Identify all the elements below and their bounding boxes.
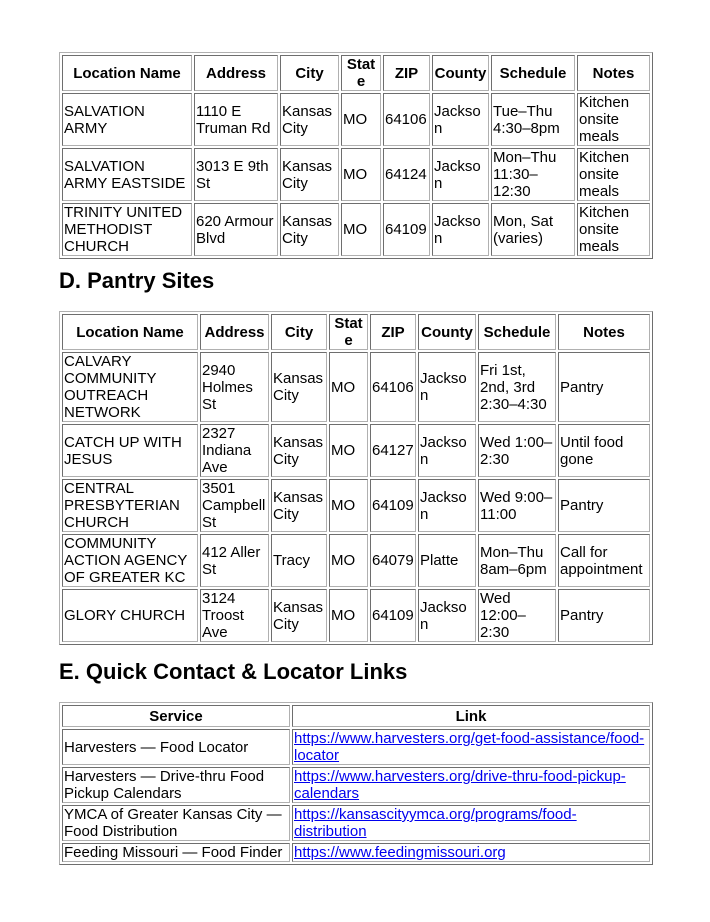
header-schedule: Schedule [491, 55, 575, 91]
cell-city: Tracy [271, 534, 327, 587]
cell-address: 3013 E 9th St [194, 148, 278, 201]
cell-zip: 64106 [383, 93, 430, 146]
cell-schedule: Wed 1:00–2:30 [478, 424, 556, 477]
cell-county: Jackson [432, 93, 489, 146]
cell-county: Jackson [418, 424, 476, 477]
cell-address: 412 Aller St [200, 534, 269, 587]
header-city: City [271, 314, 327, 350]
cell-address: 3124 Troost Ave [200, 589, 269, 642]
cell-zip: 64127 [370, 424, 416, 477]
cell-state: MO [329, 479, 368, 532]
cell-city: Kansas City [271, 479, 327, 532]
cell-address: 1110 E Truman Rd [194, 93, 278, 146]
pantry-sites-heading: D. Pantry Sites [59, 268, 215, 293]
header-address: Address [200, 314, 269, 350]
cell-notes: Kitchen onsite meals [577, 93, 650, 146]
table-header-row [62, 314, 650, 350]
table-row [62, 767, 650, 803]
header-service: Service [62, 705, 290, 727]
cell-link [292, 805, 650, 841]
cell-notes: Pantry [558, 479, 650, 532]
cell-address: 2327 Indiana Ave [200, 424, 269, 477]
table-row [62, 843, 650, 862]
cell-county: Jackson [418, 589, 476, 642]
cell-notes: Kitchen onsite meals [577, 203, 650, 256]
cell-location-name: COMMUNITY ACTION AGENCY OF GREATER KC [62, 534, 198, 587]
cell-city: Kansas City [280, 93, 339, 146]
cell-notes: Until food gone [558, 424, 650, 477]
cell-city: Kansas City [271, 589, 327, 642]
header-notes: Notes [558, 314, 650, 350]
cell-state: MO [329, 589, 368, 642]
header-location-name: Location Name [62, 55, 192, 91]
cell-county: Platte [418, 534, 476, 587]
header-location-name: Location Name [62, 314, 198, 350]
header-zip: ZIP [370, 314, 416, 350]
cell-service: Harvesters — Drive-thru Food Pickup Calendars [62, 767, 290, 803]
header-schedule: Schedule [478, 314, 556, 350]
cell-zip: 64109 [383, 203, 430, 256]
cell-zip: 64079 [370, 534, 416, 587]
table-row [62, 729, 650, 765]
cell-address: 620 Armour Blvd [194, 203, 278, 256]
harvesters-drive-thru-link[interactable]: https://www.harvesters.org/drive-thru-food-pickup-calendars [294, 768, 626, 802]
cell-service: Harvesters — Food Locator [62, 729, 290, 765]
ymca-food-distribution-link[interactable]: https://kansascityymca.org/programs/food-distribution [294, 806, 577, 840]
cell-zip: 64124 [383, 148, 430, 201]
header-zip: ZIP [383, 55, 430, 91]
cell-schedule: Tue–Thu 4:30–8pm [491, 93, 575, 146]
cell-city: Kansas City [280, 203, 339, 256]
cell-state: MO [341, 148, 381, 201]
cell-service: YMCA of Greater Kansas City — Food Distribution [62, 805, 290, 841]
table-row [62, 805, 650, 841]
cell-county: Jackson [432, 203, 489, 256]
cell-county: Jackson [418, 479, 476, 532]
header-state: State [329, 314, 368, 350]
header-link: Link [292, 705, 650, 727]
cell-notes: Pantry [558, 352, 650, 422]
header-city: City [280, 55, 339, 91]
cell-address: 3501 Campbell St [200, 479, 269, 532]
cell-location-name: GLORY CHURCH [62, 589, 198, 642]
table-row [62, 352, 650, 422]
table-row [62, 534, 650, 587]
cell-link [292, 843, 650, 862]
cell-schedule: Mon, Sat (varies) [491, 203, 575, 256]
cell-schedule: Fri 1st, 2nd, 3rd 2:30–4:30 [478, 352, 556, 422]
cell-zip: 64109 [370, 589, 416, 642]
cell-state: MO [329, 352, 368, 422]
cell-location-name: TRINITY UNITED METHODIST CHURCH [62, 203, 192, 256]
table-row [62, 424, 650, 477]
header-address: Address [194, 55, 278, 91]
table-header-row [62, 55, 650, 91]
cell-notes: Call for appointment [558, 534, 650, 587]
cell-location-name: CATCH UP WITH JESUS [62, 424, 198, 477]
table-row [62, 93, 650, 146]
cell-notes: Pantry [558, 589, 650, 642]
cell-zip: 64106 [370, 352, 416, 422]
header-county: County [418, 314, 476, 350]
header-state: State [341, 55, 381, 91]
cell-location-name: SALVATION ARMY EASTSIDE [62, 148, 192, 201]
harvesters-food-locator-link[interactable]: https://www.harvesters.org/get-food-assistance/food-locator [294, 730, 645, 764]
header-county: County [432, 55, 489, 91]
kitchen-sites-table [59, 52, 653, 259]
cell-location-name: CENTRAL PRESBYTERIAN CHURCH [62, 479, 198, 532]
cell-city: Kansas City [280, 148, 339, 201]
cell-state: MO [329, 534, 368, 587]
cell-schedule: Mon–Thu 11:30–12:30 [491, 148, 575, 201]
quick-links-table [59, 702, 653, 865]
cell-location-name: CALVARY COMMUNITY OUTREACH NETWORK [62, 352, 198, 422]
feeding-missouri-link[interactable]: https://www.feedingmissouri.org [294, 844, 506, 861]
table-row [62, 148, 650, 201]
table-row [62, 589, 650, 642]
cell-zip: 64109 [370, 479, 416, 532]
table-row [62, 479, 650, 532]
cell-schedule: Wed 12:00–2:30 [478, 589, 556, 642]
cell-schedule: Mon–Thu 8am–6pm [478, 534, 556, 587]
cell-city: Kansas City [271, 424, 327, 477]
cell-state: MO [341, 203, 381, 256]
cell-notes: Kitchen onsite meals [577, 148, 650, 201]
cell-city: Kansas City [271, 352, 327, 422]
cell-link [292, 767, 650, 803]
pantry-sites-table [59, 311, 653, 645]
cell-schedule: Wed 9:00–11:00 [478, 479, 556, 532]
table-header-row [62, 705, 650, 727]
cell-county: Jackson [432, 148, 489, 201]
cell-county: Jackson [418, 352, 476, 422]
cell-address: 2940 Holmes St [200, 352, 269, 422]
header-notes: Notes [577, 55, 650, 91]
table-row [62, 203, 650, 256]
cell-state: MO [341, 93, 381, 146]
cell-location-name: SALVATION ARMY [62, 93, 192, 146]
cell-link [292, 729, 650, 765]
cell-service: Feeding Missouri — Food Finder [62, 843, 290, 862]
cell-state: MO [329, 424, 368, 477]
quick-links-heading: E. Quick Contact & Locator Links [59, 659, 408, 684]
